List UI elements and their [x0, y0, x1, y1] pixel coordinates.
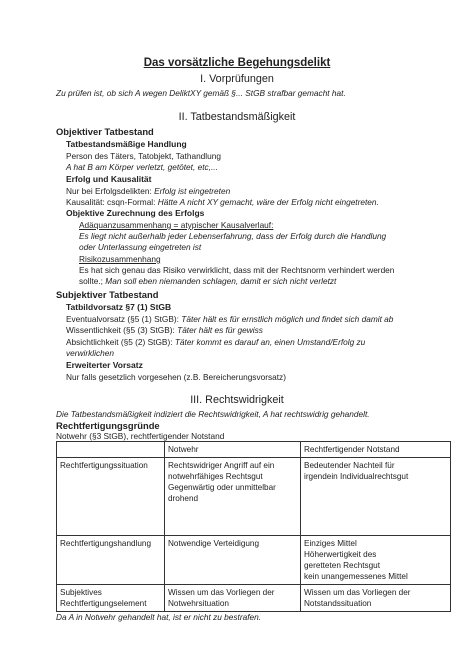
risiko-italic: Man soll eben niemanden schlagen, damit er sich nicht verletzt	[105, 276, 337, 286]
erfolg-line	[66, 186, 230, 197]
adaequanz-line-1: Es liegt nicht außerhalb jeder Lebenserfahrung, dass der Erfolg durch die Handlung	[79, 231, 387, 241]
table-cell-label: Rechtfertigungshandlung	[57, 536, 165, 585]
kausalitaet-line	[66, 197, 379, 208]
objektiver-tatbestand-heading: Objektiver Tatbestand	[56, 126, 154, 137]
handlung-text: Person des Täters, Tatobjekt, Tathandlung	[66, 151, 221, 161]
risiko-line-1: Es hat sich genau das Risiko verwirklicht, dass mit der Rechtsnorm verhindert werden	[79, 265, 395, 275]
handlung-heading: Tatbestandsmäßige Handlung	[66, 139, 187, 149]
table-cell-label: Subjektives Rechtfertigungselement	[57, 585, 165, 612]
table-cell-label: Rechtfertigungssituation	[57, 458, 165, 536]
erweiterter-vorsatz-heading: Erweiterter Vorsatz	[66, 360, 143, 370]
table-header-cell	[57, 442, 165, 458]
handlung-example: A hat B am Körper verletzt, getötet, etc,...	[66, 162, 218, 172]
table-header-cell: Rechtfertigender Notstand	[301, 442, 451, 458]
document-title: Das vorsätzliche Begehungsdelikt	[143, 57, 331, 69]
vorpruefungen-text: Zu prüfen ist, ob sich A wegen DeliktXY gemäß §... StGB strafbar gemacht hat.	[56, 88, 346, 98]
zurechnung-heading: Objektive Zurechnung des Erfolgs	[66, 208, 205, 218]
wissentlichkeit-line	[66, 325, 263, 336]
section-heading-rechtswidrigkeit: III. Rechtswidrigkeit	[190, 394, 284, 406]
eventualvorsatz-prefix: Eventualvorsatz (§5 (1) StGB):	[66, 314, 182, 324]
adaequanz-line-2: oder Unterlassung eingetreten ist	[79, 242, 202, 252]
table-cell-notwehr: Rechtswidriger Angriff auf ein notwehrfähiges Rechtsgut Gegenwärtig oder unmittelbar drohend	[165, 458, 301, 536]
risiko-prefix: sollte.;	[79, 276, 106, 286]
table-cell-notstand: Wissen um das Vorliegen der Notstandssituation	[301, 585, 451, 612]
tatbildvorsatz-heading: Tatbildvorsatz §7 (1) StGB	[66, 302, 172, 312]
rechtfertigungsgruende-text: Notwehr (§3 StGB), rechtfertigender Notstand	[56, 431, 225, 441]
absichtlichkeit-italic-1: Täter kommt es darauf an, einen Umstand/Erfolg zu	[174, 337, 366, 347]
absichtlichkeit-line	[66, 337, 365, 348]
rechtfertigung-table	[56, 441, 451, 612]
erfolg-heading: Erfolg und Kausalität	[66, 174, 152, 184]
section-heading-tatbestand: II. Tatbestandsmäßigkeit	[178, 111, 296, 123]
table-row	[57, 536, 451, 585]
conclusion-text: Da A in Notwehr gehandelt hat, ist er nicht zu bestrafen.	[56, 612, 262, 622]
risiko-line-2	[79, 276, 336, 287]
adaequanz-heading: Adäquanzusammenhang = atypischer Kausalverlauf:	[79, 220, 274, 230]
eventualvorsatz-italic: Täter hält es für ernstlich möglich und findet sich damit ab	[181, 314, 394, 324]
erfolg-prefix: Nur bei Erfolgsdelikten:	[66, 186, 155, 196]
wissentlichkeit-italic: Täter hält es für gewiss	[177, 325, 263, 335]
table-cell-notstand: Bedeutender Nachteil für irgendein Individualrechtsgut	[301, 458, 451, 536]
table-cell-notwehr: Notwendige Verteidigung	[165, 536, 301, 585]
erfolg-italic: Erfolg ist eingetreten	[154, 186, 231, 196]
subjektiver-tatbestand-heading: Subjektiver Tatbestand	[56, 289, 159, 300]
table-header-cell: Notwehr	[165, 442, 301, 458]
table-row	[57, 458, 451, 536]
eventualvorsatz-line	[66, 314, 393, 325]
table-header-row	[57, 442, 451, 458]
section-heading-vorpruefungen: I. Vorprüfungen	[200, 73, 274, 85]
table-cell-notwehr: Wissen um das Vorliegen der Notwehrsituation	[165, 585, 301, 612]
risiko-heading: Risikozusammenhang	[79, 254, 161, 264]
erweiterter-vorsatz-text: Nur falls gesetzlich vorgesehen (z.B. Bereicherungsvorsatz)	[66, 372, 286, 382]
kausalitaet-italic: Hätte A nicht XY gemacht, wäre der Erfolg nicht eingetreten.	[157, 197, 379, 207]
absichtlichkeit-italic-2: verwirklichen	[66, 348, 114, 358]
table-row	[57, 585, 451, 612]
absichtlichkeit-prefix: Absichtlichkeit (§5 (2) StGB):	[66, 337, 175, 347]
table-cell-notstand: Einziges Mittel Höherwertigkeit des geretteten Rechtsgut kein unangemessenes Mittel	[301, 536, 451, 585]
wissentlichkeit-prefix: Wissentlichkeit (§5 (3) StGB):	[66, 325, 178, 335]
kausalitaet-prefix: Kausalität: csqn-Formal:	[66, 197, 158, 207]
rechtfertigungsgruende-heading: Rechtfertigungsgründe	[56, 420, 160, 431]
rechtswidrigkeit-intro: Die Tatbestandsmäßigkeit indiziert die Rechtswidrigkeit, A hat rechtswidrig gehandelt.	[56, 409, 370, 419]
